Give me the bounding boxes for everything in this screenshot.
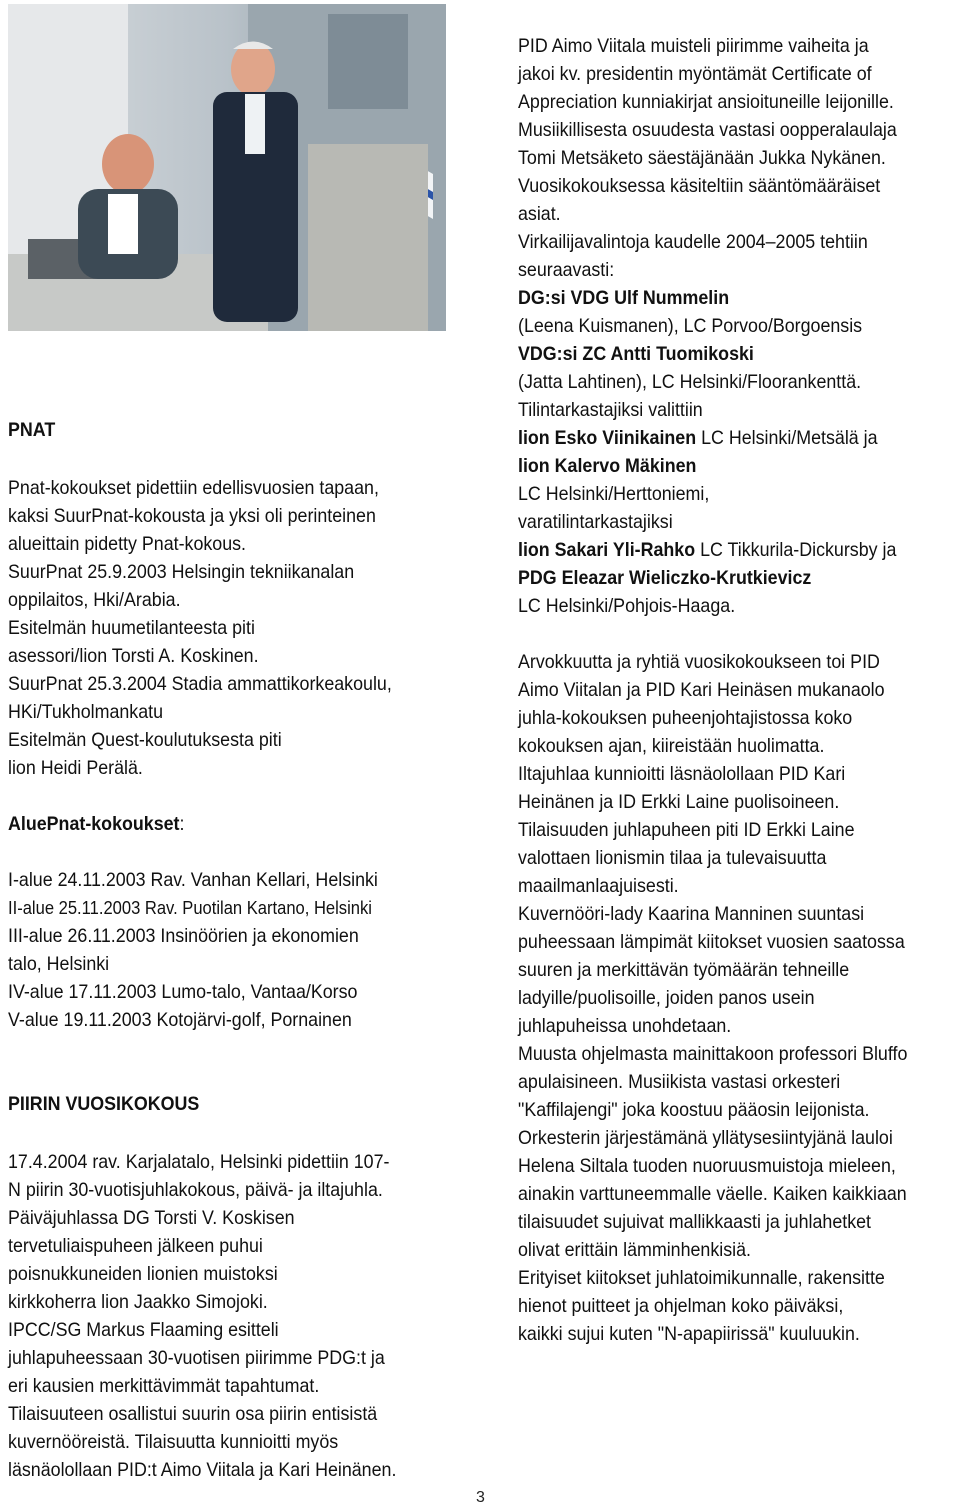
esko-name: lion Esko Viinikainen bbox=[518, 427, 697, 449]
vuosikokous-line: läsnäolollaan PID:t Aimo Viitala ja Kari Heinänen. bbox=[8, 1459, 397, 1481]
right-line: ainakin varttuneemmalle väelle. Kaiken kaikkiaan bbox=[518, 1183, 907, 1205]
right-line: kaikki sujui kuten "N-apapiirissä" kuuluukin. bbox=[518, 1323, 860, 1345]
vuosikokous-line: tervetuliaispuheen jälkeen puhui bbox=[8, 1235, 263, 1257]
vuosikokous-line: kuvernööreistä. Tilaisuutta kunnioitti myös bbox=[8, 1431, 339, 1453]
pnat-line: Esitelmän huumetilanteesta piti bbox=[8, 617, 255, 639]
vuosikokous-line: poisnukkuneiden lionien muistoksi bbox=[8, 1263, 278, 1285]
right-line: puheessaan lämpimät kiitokset vuosien saatossa bbox=[518, 931, 905, 953]
kalervo-club: LC Helsinki/Herttoniemi, bbox=[518, 483, 710, 505]
vuosikokous-line: Tilaisuuteen osallistui suurin osa piirin entisistä bbox=[8, 1403, 378, 1425]
pnat-line: alueittain pidetty Pnat-kokous. bbox=[8, 533, 247, 555]
right-line: Heinänen ja ID Erkki Laine puolisoineen. bbox=[518, 791, 840, 813]
varatilintarkastajat-label: varatilintarkastajiksi bbox=[518, 511, 673, 533]
sakari-row bbox=[518, 536, 896, 564]
right-line: Vuosikokouksessa käsiteltiin sääntömääräiset bbox=[518, 175, 881, 197]
pnat-line: HKi/Tukholmankatu bbox=[8, 701, 164, 723]
pnat-heading: PNAT bbox=[8, 419, 56, 441]
right-line: ladyille/puolisoille, joiden panos usein bbox=[518, 987, 815, 1009]
vuosikokous-line: N piirin 30-vuotisjuhlakokous, päivä- ja iltajuhla. bbox=[8, 1179, 383, 1201]
right-line: Arvokkuutta ja ryhtiä vuosikokoukseen toi PID bbox=[518, 651, 880, 673]
right-line: hienot puitteet ja ohjelman koko päiväksi, bbox=[518, 1295, 844, 1317]
right-line: Virkailijavalintoja kaudelle 2004–2005 tehtiin bbox=[518, 231, 868, 253]
alue-line: I-alue 24.11.2003 Rav. Vanhan Kellari, Helsinki bbox=[8, 869, 378, 891]
page-number: 3 bbox=[476, 1489, 485, 1506]
right-line: Tomi Metsäketo säestäjänään Jukka Nykänen. bbox=[518, 147, 886, 169]
vuosikokous-line: Päiväjuhlassa DG Torsti V. Koskisen bbox=[8, 1207, 295, 1229]
alue-line: II-alue 25.11.2003 Rav. Puotilan Kartano, Helsinki bbox=[8, 898, 372, 918]
right-line: Iltajuhlaa kunnioitti läsnäolollaan PID Kari bbox=[518, 763, 846, 785]
vdg-name: VDG:si ZC Antti Tuomikoski bbox=[518, 343, 754, 365]
right-line: kokouksen ajan, kiireistään huolimatta. bbox=[518, 735, 825, 757]
dg-name: DG:si VDG Ulf Nummelin bbox=[518, 287, 730, 309]
right-line: maailmanlaajuisesti. bbox=[518, 875, 679, 897]
right-line: tilaisuudet sujuivat mallikkaasti ja juhlahetket bbox=[518, 1211, 872, 1233]
right-line: juhlapuheissa unohdetaan. bbox=[518, 1015, 732, 1037]
sakari-club: LC Tikkurila-Dickursby ja bbox=[695, 539, 897, 561]
right-line: jakoi kv. presidentin myöntämät Certificate of bbox=[518, 63, 872, 85]
sakari-name: lion Sakari Yli-Rahko bbox=[518, 539, 696, 561]
alue-colon: : bbox=[179, 813, 185, 835]
right-line: Aimo Viitalan ja PID Kari Heinäsen mukanaolo bbox=[518, 679, 885, 701]
right-line: olivat erittäin lämminhenkisiä. bbox=[518, 1239, 752, 1261]
right-line: Erityiset kiitokset juhlatoimikunnalle, rakensitte bbox=[518, 1267, 885, 1289]
right-line: Tilaisuuden juhlapuheen piti ID Erkki Laine bbox=[518, 819, 855, 841]
photo-icon bbox=[8, 4, 446, 331]
vuosikokous-line: juhlapuheessaan 30-vuotisen piirimme PDG:t ja bbox=[8, 1347, 385, 1369]
right-line: Orkesterin järjestämänä yllätysesiintyjänä lauloi bbox=[518, 1127, 893, 1149]
vuosikokous-heading: PIIRIN VUOSIKOKOUS bbox=[8, 1093, 200, 1115]
right-line: asiat. bbox=[518, 203, 561, 225]
right-line: seuraavasti: bbox=[518, 259, 615, 281]
alue-heading-row bbox=[8, 810, 184, 838]
right-line: Helena Siltala tuoden nuoruusmuistoja mieleen, bbox=[518, 1155, 896, 1177]
right-line: "Kaffilajengi" joka koostuu pääosin leijonista. bbox=[518, 1099, 870, 1121]
alue-line: V-alue 19.11.2003 Kotojärvi-golf, Pornainen bbox=[8, 1009, 352, 1031]
right-line: apulaisineen. Musiikista vastasi orkesteri bbox=[518, 1071, 841, 1093]
vuosikokous-line: 17.4.2004 rav. Karjalatalo, Helsinki pidettiin 107- bbox=[8, 1151, 390, 1173]
pnat-line: SuurPnat 25.9.2003 Helsingin tekniikanalan bbox=[8, 561, 355, 583]
pnat-line: asessori/lion Torsti A. Koskinen. bbox=[8, 645, 259, 667]
pnat-line: Pnat-kokoukset pidettiin edellisvuosien tapaan, bbox=[8, 477, 379, 499]
right-line: PID Aimo Viitala muisteli piirimme vaiheita ja bbox=[518, 35, 869, 57]
alue-line: III-alue 26.11.2003 Insinöörien ja ekonomien bbox=[8, 925, 359, 947]
vuosikokous-line: kirkkoherra lion Jaakko Simojoki. bbox=[8, 1291, 268, 1313]
vuosikokous-line: eri kausien merkittävimmät tapahtumat. bbox=[8, 1375, 320, 1397]
right-line: Musiikillisesta osuudesta vastasi oopperalaulaja bbox=[518, 119, 897, 141]
right-line: Kuvernööri-lady Kaarina Manninen suuntasi bbox=[518, 903, 865, 925]
right-line: suuren ja merkittävän työmäärän tehneille bbox=[518, 959, 850, 981]
esko-row bbox=[518, 424, 878, 452]
alue-line: IV-alue 17.11.2003 Lumo-talo, Vantaa/Korso bbox=[8, 981, 358, 1003]
right-line: Muusta ohjelmasta mainittakoon professori Bluffo bbox=[518, 1043, 908, 1065]
right-line: valottaen lionismin tilaa ja tulevaisuutta bbox=[518, 847, 827, 869]
pnat-line: lion Heidi Perälä. bbox=[8, 757, 143, 779]
meeting-photo bbox=[8, 4, 446, 331]
alue-line: talo, Helsinki bbox=[8, 953, 110, 975]
vdg-club: (Jatta Lahtinen), LC Helsinki/Floorankenttä. bbox=[518, 371, 862, 393]
tilintarkastajat-label: Tilintarkastajiksi valittiin bbox=[518, 399, 703, 421]
kalervo-name: lion Kalervo Mäkinen bbox=[518, 455, 697, 477]
pnat-line: kaksi SuurPnat-kokousta ja yksi oli perinteinen bbox=[8, 505, 376, 527]
dg-club: (Leena Kuismanen), LC Porvoo/Borgoensis bbox=[518, 315, 863, 337]
pnat-line: oppilaitos, Hki/Arabia. bbox=[8, 589, 181, 611]
pnat-line: SuurPnat 25.3.2004 Stadia ammattikorkeakoulu, bbox=[8, 673, 392, 695]
right-line: juhla-kokouksen puheenjohtajistossa koko bbox=[518, 707, 853, 729]
alue-heading: AluePnat-kokoukset bbox=[8, 813, 180, 835]
eleazar-name: PDG Eleazar Wieliczko-Krutkievicz bbox=[518, 567, 812, 589]
vuosikokous-line: IPCC/SG Markus Flaaming esitteli bbox=[8, 1319, 279, 1341]
right-line: Appreciation kunniakirjat ansioituneille leijonille. bbox=[518, 91, 894, 113]
pnat-line: Esitelmän Quest-koulutuksesta piti bbox=[8, 729, 282, 751]
esko-club: LC Helsinki/Metsälä ja bbox=[696, 427, 878, 449]
eleazar-club: LC Helsinki/Pohjois-Haaga. bbox=[518, 595, 736, 617]
